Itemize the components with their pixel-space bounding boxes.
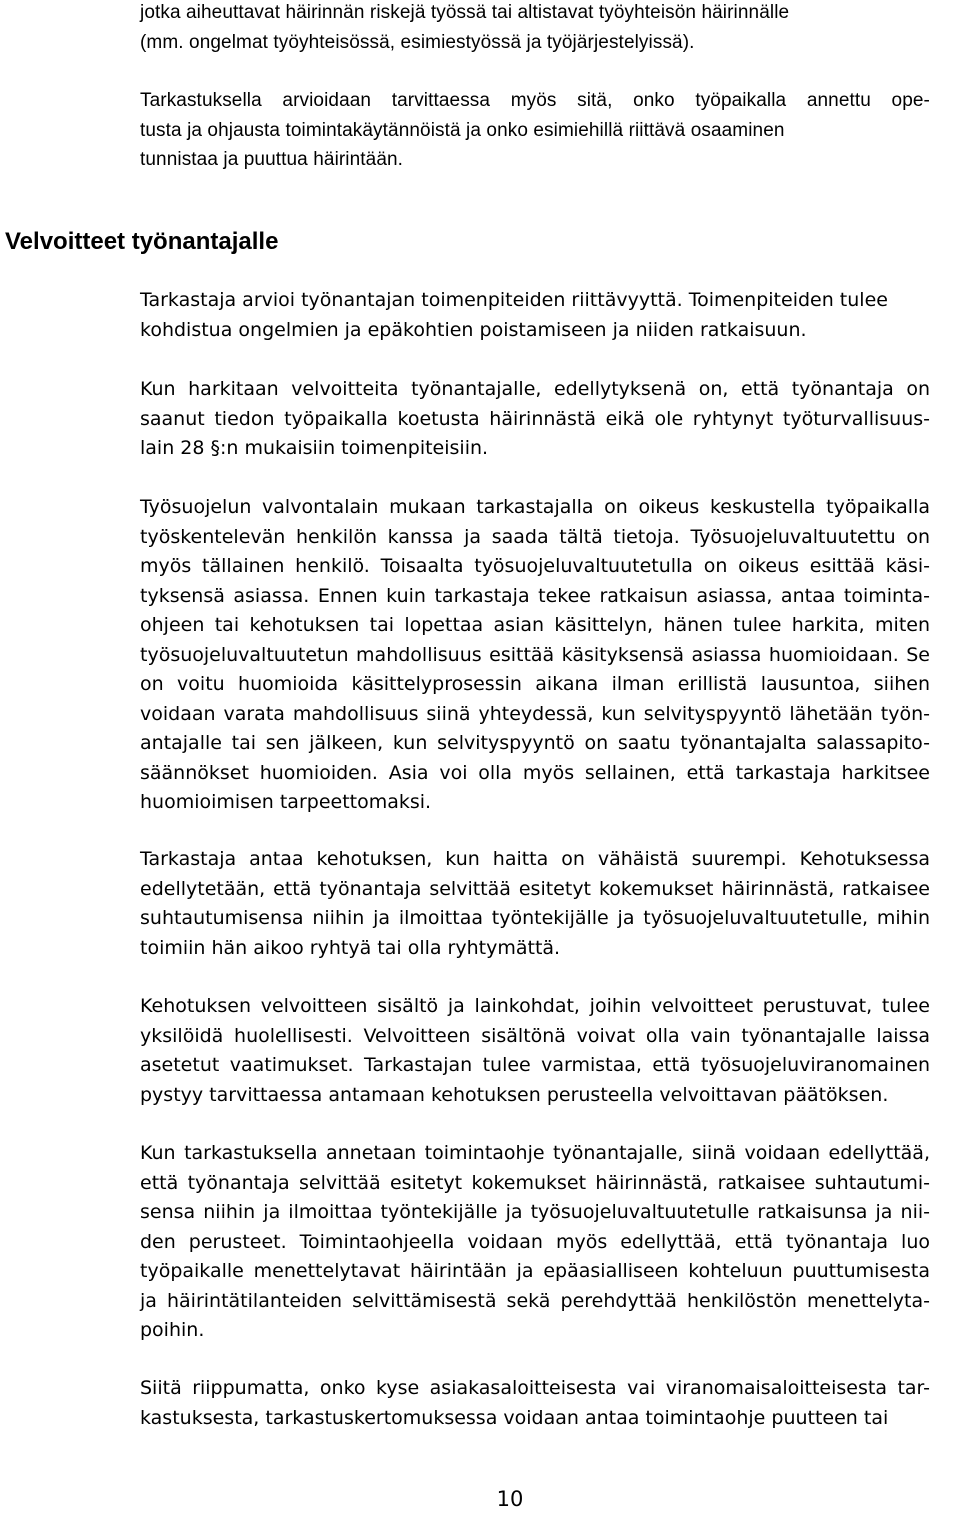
text-line: lain 28 §:n mukaisiin toimenpiteisiin. xyxy=(140,437,489,459)
text-line: suhtautumisensa niihin ja ilmoittaa työntekijälle ja työsuojeluvaltuutetulle, mihin xyxy=(140,907,930,929)
body-paragraph xyxy=(140,375,930,464)
text-line: antajalle tai sen jälkeen, kun selvityspyyntö on saatu työnantajalta salassapito- xyxy=(140,732,930,754)
text-line: on voitu huomioida käsittelyprosessin aikana ilman erillistä lausuntoa, siihen xyxy=(140,673,930,695)
text-line: poihin. xyxy=(140,1319,205,1341)
text-line: työskentelevän henkilön kanssa ja saada tältä tietoja. Työsuojeluvaltuutettu on xyxy=(140,525,930,548)
text-line: ja häirintätilanteiden selvittämisestä sekä perehdyttää henkilöstön menettelyta- xyxy=(140,1289,930,1312)
text-line: Kun harkitaan velvoitteita työnantajalle, edellytyksenä on, että työnantaja on xyxy=(140,378,930,400)
text-line: ohjeen tai kehotuksen tai lopettaa asian käsittelyn, hänen tulee harkita, miten xyxy=(140,614,930,636)
text-line: myös tällainen henkilö. Toisaalta työsuojeluvaltuutetulla on oikeus esittää käsi- xyxy=(140,555,930,577)
text-line: Tarkastaja antaa kehotuksen, kun haitta on vähäistä suurempi. Kehotuksessa xyxy=(140,848,930,870)
text-line: tyksensä asiassa. Ennen kuin tarkastaja tekee ratkaisun asiassa, antaa toiminta- xyxy=(140,584,930,607)
text-line: saanut tiedon työpaikalla koetusta häirinnästä eikä ole ryhtynyt työturvallisuus- xyxy=(140,407,930,430)
text-line: työpaikalle menettelytavat häirintään ja epäasialliseen kohteluun puuttumisesta xyxy=(140,1260,930,1282)
text-line: jotka aiheuttavat häirinnän riskejä työssä tai altistavat työyhteisön häirinnälle xyxy=(140,2,790,23)
text-line: että työnantaja selvittää esitetyt kokemukset häirinnästä, ratkaisee suhtautumi- xyxy=(140,1171,930,1194)
text-line: kastuksesta, tarkastuskertomuksessa voidaan antaa toimintaohje puutteen tai xyxy=(140,1406,889,1429)
text-line: säännökset huomioiden. Asia voi olla myös sellainen, että tarkastaja harkitsee xyxy=(140,761,930,784)
text-line: tusta ja ohjausta toimintakäytännöistä ja onko esimiehillä riittävä osaaminen xyxy=(140,119,785,141)
body-paragraph xyxy=(140,493,930,818)
text-line: Kun tarkastuksella annetaan toimintaohje työnantajalle, siinä voidaan edellyttää, xyxy=(140,1142,930,1164)
text-line: Kehotuksen velvoitteen sisältö ja lainkohdat, joihin velvoitteet perustuvat, tulee xyxy=(140,995,930,1017)
text-line: den perusteet. Toimintaohjeella voidaan myös edellyttää, että työnantaja luo xyxy=(140,1230,930,1253)
body-paragraph xyxy=(140,1139,930,1346)
text-line: Siitä riippumatta, onko kyse asiakasaloitteisesta vai viranomaisaloitteisesta tar- xyxy=(140,1377,930,1399)
inspection-paragraph xyxy=(140,86,930,175)
text-line: edellytetään, että työnantaja selvittää esitetyt kokemukset häirinnästä, ratkaisee xyxy=(140,877,930,900)
text-line: asetetut vaatimukset. Tarkastajan tulee varmistaa, että työsuojeluviranomainen xyxy=(140,1054,930,1076)
text-line: huomioimisen tarpeettomaksi. xyxy=(140,791,432,813)
text-line: yksilöidä huolellisesti. Velvoitteen sisältönä voivat olla vain työnantajalle laissa xyxy=(140,1024,930,1047)
body-paragraph xyxy=(140,992,930,1110)
text-line: toimiin hän aikoo ryhtyä tai olla ryhtymättä. xyxy=(140,936,561,959)
text-line: voidaan varata mahdollisuus siinä yhteydessä, kun selvityspyyntö lähetään työn- xyxy=(140,702,930,725)
top-paragraph xyxy=(140,0,930,57)
text-line: sensa niihin ja ilmoittaa työntekijälle ja työsuojeluvaltuutetulle ratkaisunsa ja nii- xyxy=(140,1201,930,1223)
text-line: kohdistua ongelmien ja epäkohtien poistamiseen ja niiden ratkaisuun. xyxy=(140,318,807,341)
text-line: Tarkastuksella arvioidaan tarvittaessa myös sitä, onko työpaikalla annettu ope- xyxy=(140,90,930,111)
text-line: pystyy tarvittaessa antamaan kehotuksen perusteella velvoittavan päätöksen. xyxy=(140,1083,889,1106)
text-line: Työsuojelun valvontalain mukaan tarkastajalla on oikeus keskustella työpaikalla xyxy=(140,496,930,518)
text-line: työsuojeluvaltuutetun mahdollisuus esittää käsityksensä asiassa huomioidaan. Se xyxy=(140,643,930,666)
text-line: (mm. ongelmat työyhteisössä, esimiestyössä ja työjärjestelyissä). xyxy=(140,31,695,53)
section-heading: Velvoitteet työnantajalle xyxy=(5,228,279,255)
body-paragraph xyxy=(140,1374,930,1433)
text-line: tunnistaa ja puuttua häirintään. xyxy=(140,149,404,170)
body-paragraph xyxy=(140,845,930,963)
body-paragraph xyxy=(140,286,930,345)
page-number: 10 xyxy=(496,1487,524,1511)
text-line: Tarkastaja arvioi työnantajan toimenpiteiden riittävyyttä. Toimenpiteiden tulee xyxy=(140,289,888,311)
